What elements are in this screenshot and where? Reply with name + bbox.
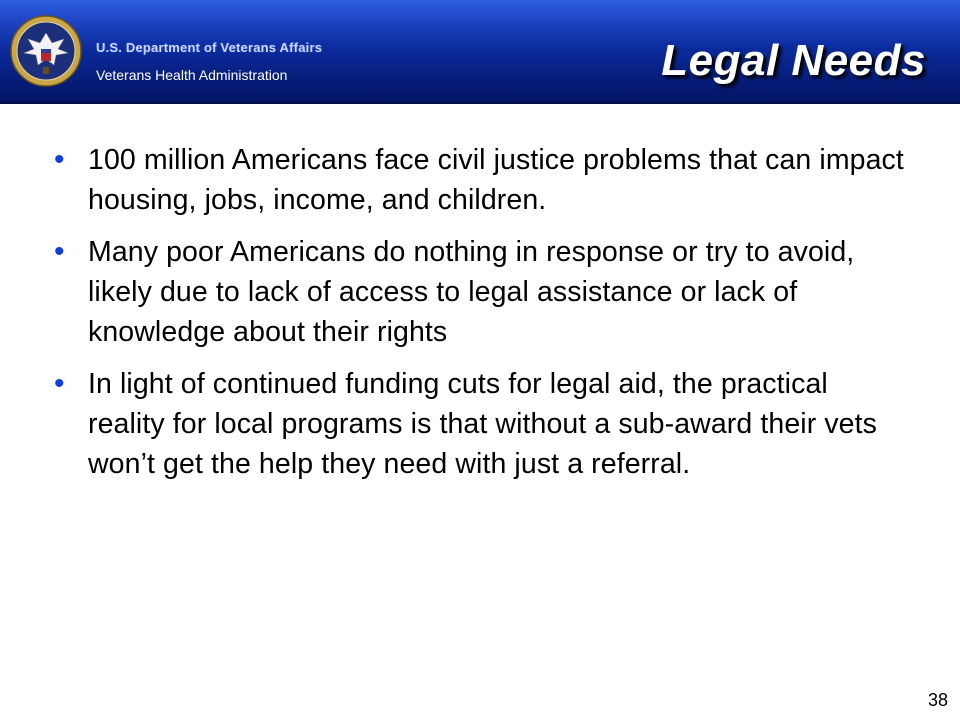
slide-header <box>0 0 960 104</box>
bullet-dot-icon: • <box>54 367 65 400</box>
bullet-list <box>52 140 912 496</box>
administration-name: Veterans Health Administration <box>96 67 288 83</box>
bullet-text: In light of continued funding cuts for legal aid, the practical reality for local programs is that without a sub-award their vets won’t get the help they need with just a referral. <box>88 368 877 480</box>
bullet-text: Many poor Americans do nothing in response or try to avoid, likely due to lack of access to legal assistance or lack of knowledge about their rights <box>88 236 855 348</box>
bullet-text: 100 million Americans face civil justice problems that can impact housing, jobs, income, and children. <box>88 144 904 216</box>
bullet-item <box>52 232 912 352</box>
bullet-item <box>52 140 912 220</box>
bullet-item <box>52 364 912 484</box>
bullet-dot-icon: • <box>54 143 65 176</box>
agency-name: U.S. Department of Veterans Affairs <box>96 40 323 55</box>
va-seal-icon <box>10 15 82 87</box>
page-number: 38 <box>927 690 948 710</box>
slide-title: Legal Needs <box>661 36 926 85</box>
bullet-dot-icon: • <box>54 235 65 268</box>
